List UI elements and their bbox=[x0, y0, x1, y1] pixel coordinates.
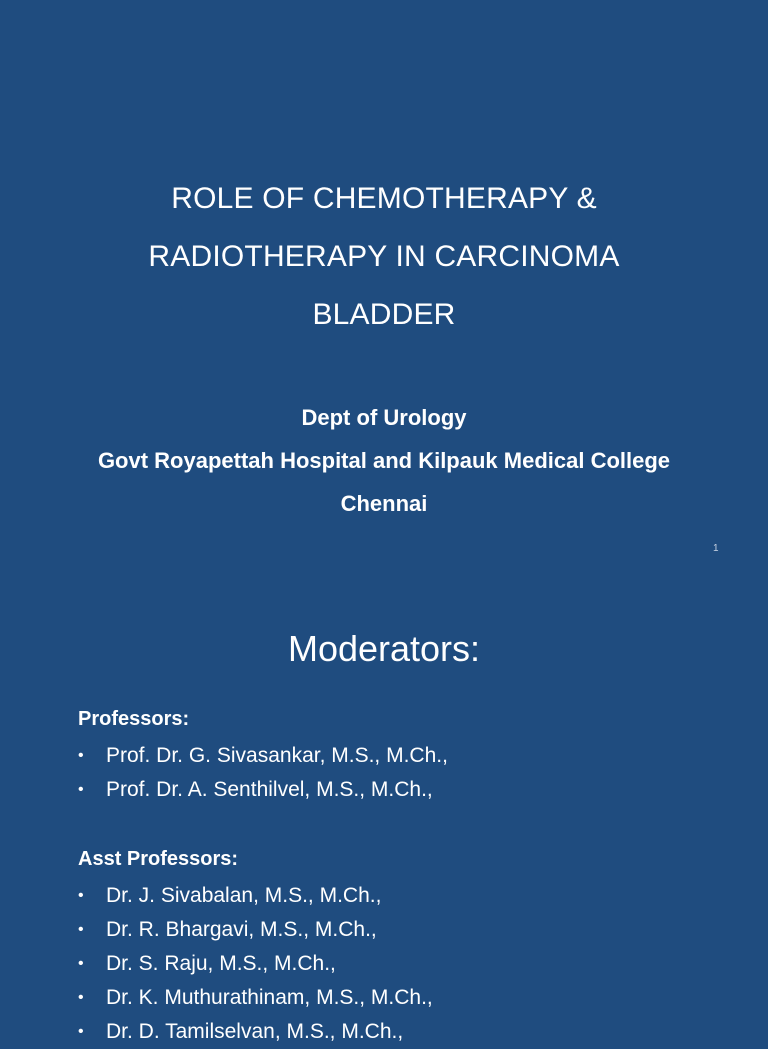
list-item bbox=[78, 947, 433, 981]
slide-title bbox=[0, 170, 768, 344]
list-item bbox=[78, 913, 433, 947]
city-text: Chennai bbox=[340, 491, 428, 516]
slide-number: 1 bbox=[713, 543, 719, 554]
asst-professors-label: Asst Professors: bbox=[78, 848, 239, 870]
professors-label: Professors: bbox=[78, 708, 190, 730]
list-item bbox=[78, 879, 433, 913]
department-text: Dept of Urology bbox=[301, 405, 467, 430]
bullet-icon: • bbox=[78, 1023, 84, 1040]
moderators-heading: Moderators: bbox=[287, 628, 481, 669]
bullet-icon: • bbox=[78, 747, 84, 764]
asst-professor-name: Dr. J. Sivabalan, M.S., M.Ch., bbox=[106, 884, 382, 907]
title-line-3: BLADDER bbox=[312, 298, 456, 331]
bullet-icon: • bbox=[78, 989, 84, 1006]
affiliation-block bbox=[0, 396, 768, 525]
title-line-2: RADIOTHERAPY IN CARCINOMA bbox=[148, 240, 620, 273]
asst-professor-name: Dr. S. Raju, M.S., M.Ch., bbox=[106, 952, 336, 975]
asst-professors-list bbox=[78, 879, 433, 1049]
professor-name: Prof. Dr. A. Senthilvel, M.S., M.Ch., bbox=[106, 778, 433, 801]
list-item bbox=[78, 739, 448, 773]
bullet-icon: • bbox=[78, 921, 84, 938]
list-item bbox=[78, 773, 448, 807]
professors-list bbox=[78, 739, 448, 807]
title-line-1: ROLE OF CHEMOTHERAPY & bbox=[171, 182, 597, 215]
list-item bbox=[78, 981, 433, 1015]
institution-text: Govt Royapettah Hospital and Kilpauk Medical College bbox=[97, 448, 671, 473]
professor-name: Prof. Dr. G. Sivasankar, M.S., M.Ch., bbox=[106, 744, 448, 767]
bullet-icon: • bbox=[78, 887, 84, 904]
bullet-icon: • bbox=[78, 781, 84, 798]
list-item bbox=[78, 1015, 433, 1049]
asst-professor-name: Dr. K. Muthurathinam, M.S., M.Ch., bbox=[106, 986, 433, 1009]
asst-professor-name: Dr. R. Bhargavi, M.S., M.Ch., bbox=[106, 918, 377, 941]
bullet-icon: • bbox=[78, 955, 84, 972]
moderators-slide bbox=[0, 575, 768, 1043]
asst-professor-name: Dr. D. Tamilselvan, M.S., M.Ch., bbox=[106, 1020, 404, 1043]
